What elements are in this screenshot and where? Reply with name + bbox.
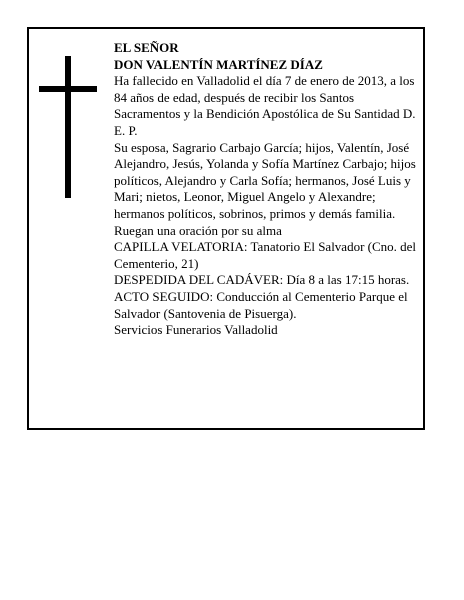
procession-info: ACTO SEGUIDO: Conducción al Cementerio Parque el Salvador (Santovenia de Pisuerga).	[114, 288, 408, 321]
family-list: Su esposa, Sagrario Carbajo García; hijos, Valentín, José Alejandro, Jesús, Yolanda y Sofía Martínez Carbajo; hijos políticos, Alejandro y Carla Sofía; hermanos, José Luis y Mari; nietos, Leonor, Miguel Angelo y Alexandre; hermanos políticos, sobrinos, primos y demás familia.	[114, 139, 416, 221]
notice-text	[114, 40, 421, 339]
farewell-time: DESPEDIDA DEL CADÁVER: Día 8 a las 17:15 horas.	[114, 272, 410, 288]
prayer-request: Ruegan una oración por su alma	[114, 222, 282, 238]
funeral-services: Servicios Funerarios Valladolid	[114, 322, 278, 338]
deceased-name: DON VALENTÍN MARTÍNEZ DÍAZ	[114, 56, 323, 72]
cross-vertical-bar	[65, 56, 71, 198]
cross-horizontal-bar	[39, 86, 97, 92]
notice-title-line1: EL SEÑOR	[114, 40, 179, 55]
death-announcement: Ha fallecido en Valladolid el día 7 de enero de 2013, a los 84 años de edad, después de recibir los Santos Sacramentos y la Bendición Apostólica de Su Santidad D. E. P.	[114, 73, 416, 138]
cross-icon	[39, 56, 97, 198]
wake-chapel: CAPILLA VELATORIA: Tanatorio El Salvador (Cno. del Cementerio, 21)	[114, 239, 417, 271]
obituary-notice	[27, 27, 425, 430]
